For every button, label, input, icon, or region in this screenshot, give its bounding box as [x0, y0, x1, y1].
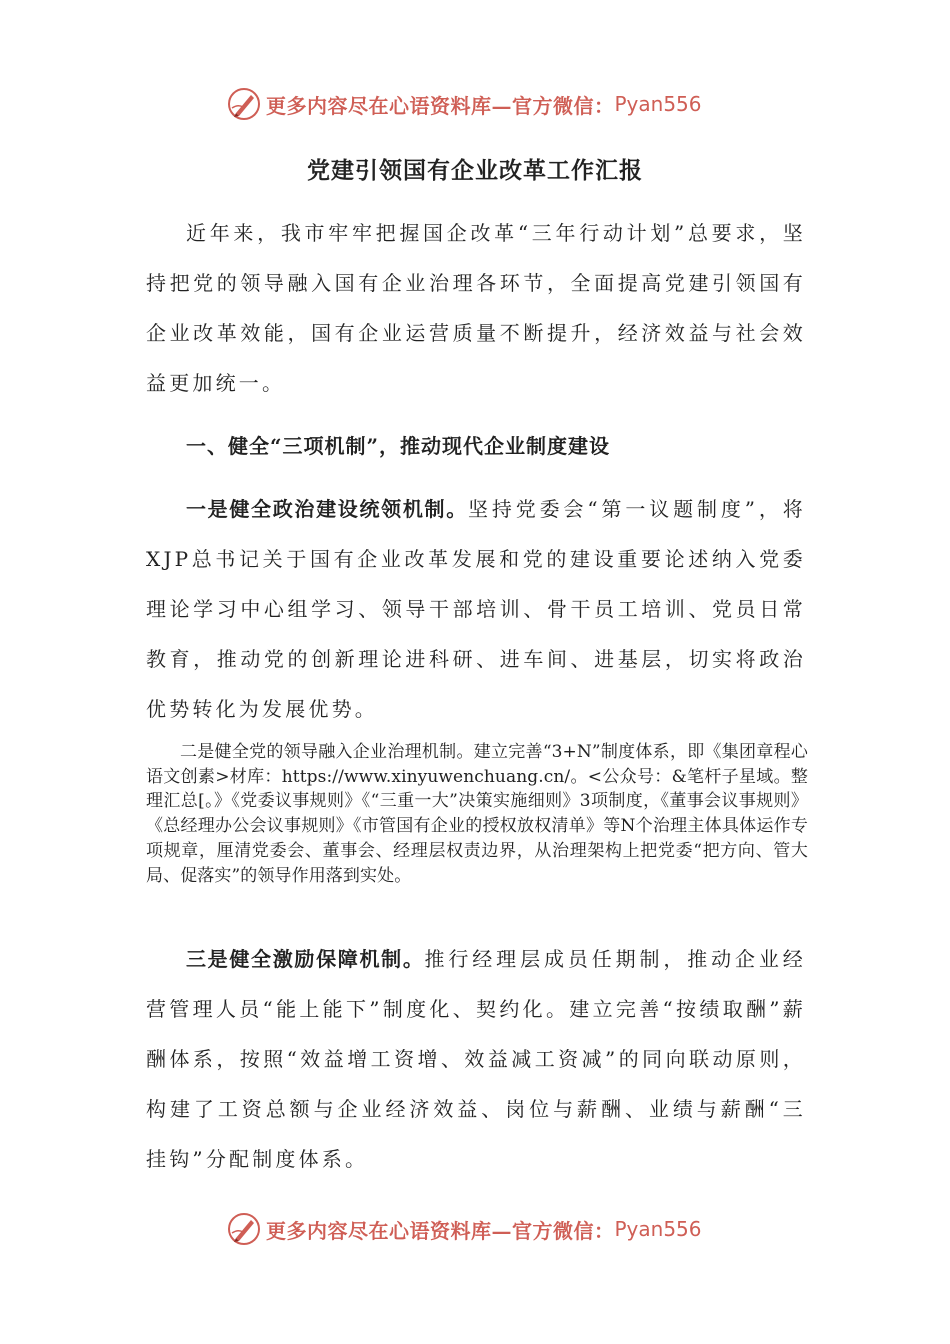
- footer-banner: [226, 1209, 702, 1249]
- document-title: 党建引领国有企业改革工作汇报: [307, 157, 643, 184]
- header-banner: [226, 84, 702, 124]
- section-heading-1: 一、健全“三项机制”，推动现代企业制度建设: [186, 434, 611, 458]
- pen-logo-icon: [226, 1211, 262, 1247]
- paragraph-lead: 一是健全政治建设统领机制。: [186, 497, 468, 521]
- paragraph-body: 推行经理层成员任期制，推动企业经营管理人员“能上能下”制度化、契约化。建立完善“按绩取酬”薪酬体系，按照“效益增工资增、效益减工资减”的同向联动原则，构建了工资总额与企业经济效益、岗位与薪酬、业绩与薪酬“三挂钩”分配制度体系。: [146, 947, 806, 1171]
- paragraph-political-mechanism: [146, 484, 806, 734]
- paragraph-governance-mechanism: 二是健全党的领导融入企业治理机制。建立完善“3+N”制度体系，即《集团章程心语文创素>材库：https://www.xinyuwenchuang.cn/。<公众号：&笔杆子星域。整理汇总[。》《党委议事规则》《“三重一大”决策实施细则》3项制度，《董事会议事规则》《总经理办公会议事规则》《市管国有企业的授权放权清单》等N个治理主体具体运作专项规章，厘清党委会、董事会、经理层权责边界，从治理架构上把党委“把方向、管大局、促落实”的领导作用落到实处。: [146, 742, 808, 886]
- banner-text: 更多内容尽在心语资料库—官方微信：: [266, 1218, 615, 1243]
- paragraph-body: 坚持党委会“第一议题制度”，将XJP总书记关于国有企业改革发展和党的建设重要论述纳入党委理论学习中心组学习、领导干部培训、骨干员工培训、党员日常教育，推动党的创新理论进科研、进车间、进基层，切实将政治优势转化为发展优势。: [146, 497, 807, 721]
- paragraph-incentive-mechanism: [146, 934, 806, 1184]
- pen-logo-icon: [226, 86, 262, 122]
- paragraph-lead: 三是健全激励保障机制。: [186, 947, 425, 971]
- banner-wechat-id: Pyan556: [614, 1217, 702, 1241]
- banner-wechat-id: Pyan556: [614, 92, 702, 116]
- banner-text: 更多内容尽在心语资料库—官方微信：: [266, 93, 615, 118]
- intro-paragraph: 近年来，我市牢牢把握国企改革“三年行动计划”总要求，坚持把党的领导融入国有企业治理各环节，全面提高党建引领国有企业改革效能，国有企业运营质量不断提升，经济效益与社会效益更加统一。: [146, 221, 806, 395]
